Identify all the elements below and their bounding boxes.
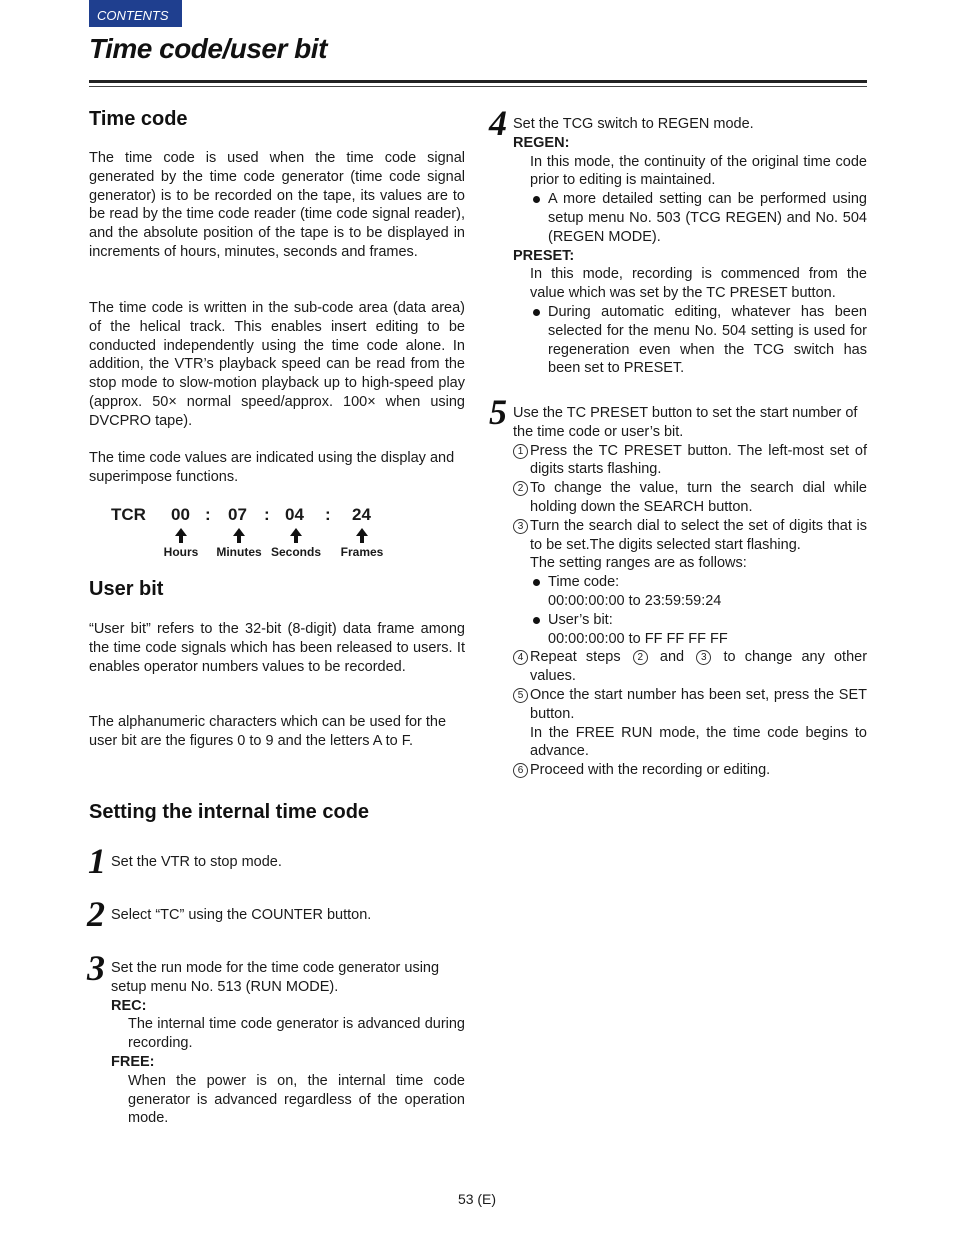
circled-2-ref-icon: 2 [633, 650, 648, 665]
substep-1-text: Press the TC PRESET button. The left-most set of digits starts flashing. [530, 442, 867, 478]
substep-1 [513, 442, 867, 480]
step-4-text: Set the TCG switch to REGEN mode. [513, 116, 754, 132]
title-rule-thin [89, 86, 867, 87]
tcr-arrows [0, 528, 500, 568]
substep-6-text: Proceed with the recording or editing. [530, 762, 771, 779]
regen-section [513, 153, 867, 247]
substep-5-text: Once the start number has been set, press the SET button. [530, 686, 867, 722]
tcr-seconds: 04 [285, 505, 304, 524]
time-code-heading: Time code [89, 108, 188, 130]
substep-6 [513, 761, 867, 780]
substep-4-text-b: to change any other values. [530, 649, 868, 685]
range-time-code-label: Time code: [530, 573, 867, 592]
rec-text: The internal time code generator is advanced during recording. [128, 1016, 465, 1052]
time-code-paragraph-1: The time code is used when the time code signal generated by the time code generator (time code signal generator) is to be recorded on the tape, its values are to be read by the time code reader (time code signal reader), and the absolute position of the tape is to be displayed in increments of hours, minutes, seconds and frames. [89, 150, 465, 260]
circled-3-ref-icon: 3 [696, 650, 711, 665]
substep-4-text-a: Repeat steps [530, 649, 621, 666]
minutes-label: Minutes [216, 545, 262, 559]
rec-label: REC: [111, 997, 147, 1014]
hours-label: Hours [163, 545, 199, 559]
user-bit-heading: User bit [89, 578, 164, 600]
substep-5-extra: In the FREE RUN mode, the time code begins to advance. [530, 724, 867, 760]
ranges-intro: The setting ranges are as follows: [530, 555, 747, 572]
step-2-number: 2 [87, 894, 105, 934]
setting-heading: Setting the internal time code [89, 801, 370, 823]
tcr-sep-1: : [205, 505, 211, 524]
regen-text: In this mode, the continuity of the original time code prior to editing is maintained. [530, 153, 867, 189]
step-1-text: Set the VTR to stop mode. [111, 854, 282, 870]
range-user-bit: 00:00:00:00 to FF FF FF FF [548, 630, 728, 647]
substep-4-and: and [659, 649, 685, 666]
step-3-block [111, 959, 465, 1128]
title-rule [89, 80, 867, 83]
time-code-paragraph-3: The time code values are indicated using the display and superimpose functions. [89, 450, 455, 485]
substep-3-text: Turn the search dial to select the set of digits that is to be set.The digits selected start flashing. [530, 517, 867, 553]
step-2-text: Select “TC” using the COUNTER button. [111, 907, 372, 923]
tcr-minutes: 07 [228, 505, 247, 524]
tcr-sep-3: : [325, 505, 331, 524]
circled-4-icon: 4 [513, 650, 528, 665]
step-5-number: 5 [489, 392, 507, 432]
page-title: Time code/user bit [89, 33, 327, 64]
tcr-sep-2: : [264, 505, 270, 524]
substep-2 [513, 479, 867, 517]
step-4-block [513, 115, 867, 378]
substep-3 [513, 517, 867, 649]
circled-5-icon: 5 [513, 688, 528, 703]
tcr-label: TCR [111, 505, 146, 524]
step-5-text: Use the TC PRESET button to set the start number of the time code or user’s bit. [513, 405, 858, 440]
circled-2-icon: 2 [513, 481, 528, 496]
substep-4 [513, 648, 867, 686]
regen-bullet: A more detailed setting can be performed using setup menu No. 503 (TCG REGEN) and No. 504 (REGEN MODE). [530, 190, 867, 246]
tcr-hours: 00 [171, 505, 190, 524]
free-text: When the power is on, the internal time code generator is advanced regardless of the operation mode. [128, 1072, 465, 1127]
step-3-number: 3 [87, 948, 105, 988]
step-4-number: 4 [489, 103, 507, 143]
substep-5 [513, 686, 867, 761]
substep-2-text: To change the value, turn the search dial while holding down the SEARCH button. [530, 480, 867, 515]
range-user-bit-label: User’s bit: [530, 611, 867, 630]
preset-label: PRESET: [513, 247, 575, 264]
step-3-text: Set the run mode for the time code generator using setup menu No. 513 (RUN MODE). [111, 960, 440, 995]
tcr-frames: 24 [352, 505, 371, 524]
free-label: FREE: [111, 1053, 155, 1070]
circled-6-icon: 6 [513, 763, 528, 778]
range-time-code: 00:00:00:00 to 23:59:59:24 [548, 592, 722, 609]
user-bit-paragraph-2: The alphanumeric characters which can be used for the user bit are the figures 0 to 9 and the letters A to F. [89, 714, 447, 749]
preset-text: In this mode, recording is commenced from the value which was set by the TC PRESET button. [530, 266, 867, 302]
preset-section [513, 265, 867, 378]
circled-3-icon: 3 [513, 519, 528, 534]
circled-1-icon: 1 [513, 444, 528, 459]
step-5-block [513, 404, 867, 780]
regen-label: REGEN: [513, 134, 570, 151]
time-code-paragraph-2: The time code is written in the sub-code area (data area) of the helical track. This enables insert editing to be conducted independently using the time code alone. In addition, the VTR’s playback speed can be read from the stop mode to slow-motion playback up to high-speed play (approx. 50× normal speed/approx. 100× when using DVCPRO tape). [89, 300, 465, 429]
page-number: 53 (E) [457, 1191, 497, 1207]
contents-link[interactable]: CONTENTS [89, 0, 182, 27]
frames-label: Frames [340, 545, 384, 559]
step-1-number: 1 [88, 841, 106, 881]
seconds-label: Seconds [270, 545, 322, 559]
user-bit-paragraph-1: “User bit” refers to the 32-bit (8-digit) data frame among the time code signals which has been released to users. It enables operator numbers values to be recorded. [89, 621, 465, 675]
preset-bullet: During automatic editing, whatever has been selected for the menu No. 504 setting is used for regeneration even when the TCG switch has been set to PRESET. [530, 303, 867, 378]
